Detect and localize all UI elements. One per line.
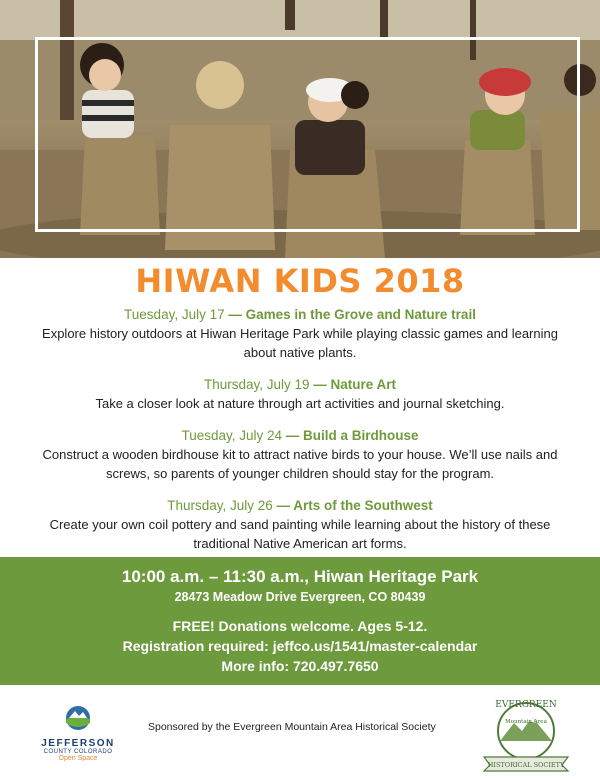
- event-date: Tuesday, July 24: [181, 428, 283, 443]
- historical-logo-middle: Mountain Area: [505, 719, 547, 725]
- jefferson-county: COUNTY COLORADO: [43, 749, 113, 755]
- event-name: Games in the Grove and Nature trail: [245, 307, 476, 322]
- historical-logo-bottom: HISTORICAL SOCIETY: [487, 761, 565, 769]
- event-separator: —: [309, 377, 331, 392]
- event-item: [0, 305, 600, 362]
- event-date: Tuesday, July 17: [124, 307, 225, 322]
- phone-info: More info: 720.497.7650: [221, 658, 379, 674]
- event-separator: —: [282, 428, 304, 443]
- event-item: [0, 496, 600, 553]
- event-item: [0, 375, 600, 413]
- jefferson-county-logo: [38, 705, 118, 762]
- historical-logo-top: EVERGREEN: [495, 700, 557, 710]
- header-photo: [0, 0, 600, 258]
- page-title: HIWAN KIDS 2018: [135, 262, 465, 300]
- event-item: [0, 426, 600, 483]
- details-block: [0, 616, 600, 676]
- event-name: Build a Birdhouse: [303, 428, 419, 443]
- free-note: FREE! Donations welcome. Ages 5-12.: [172, 618, 428, 634]
- event-date: Thursday, July 26: [167, 498, 273, 513]
- event-heading: [0, 426, 600, 445]
- event-heading: [0, 496, 600, 515]
- photo-frame: [35, 37, 580, 232]
- sponsor-text: Sponsored by the Evergreen Mountain Area Historical Society: [148, 721, 436, 733]
- time-location: 10:00 a.m. – 11:30 a.m., Hiwan Heritage Park: [121, 567, 479, 586]
- event-description: Take a closer look at nature through art activities and journal sketching.: [95, 396, 505, 411]
- event-description: Construct a wooden birdhouse kit to attract native birds to your house. We’ll use nails and screws, so parents of younger children should stay for the program.: [42, 447, 558, 481]
- event-separator: —: [224, 307, 246, 322]
- jefferson-emblem-icon: [65, 705, 91, 731]
- jefferson-open-space: Open Space: [58, 755, 98, 762]
- registration-link[interactable]: Registration required: jeffco.us/1541/master-calendar: [122, 638, 478, 654]
- info-band: [0, 557, 600, 685]
- jefferson-name: JEFFERSON: [41, 738, 115, 749]
- footer: [0, 685, 600, 780]
- event-separator: —: [272, 498, 294, 513]
- event-heading: [0, 375, 600, 394]
- event-heading: [0, 305, 600, 324]
- event-name: Nature Art: [330, 377, 397, 392]
- event-date: Thursday, July 19: [203, 377, 310, 392]
- event-name: Arts of the Southwest: [293, 498, 433, 513]
- historical-society-logo: [478, 693, 574, 775]
- event-description: Create your own coil pottery and sand painting while learning about the history of these traditional Native American art forms.: [49, 517, 551, 551]
- event-description: Explore history outdoors at Hiwan Heritage Park while playing classic games and learning about native plants.: [42, 326, 558, 360]
- event-list: [0, 305, 600, 566]
- address: 28473 Meadow Drive Evergreen, CO 80439: [174, 590, 426, 604]
